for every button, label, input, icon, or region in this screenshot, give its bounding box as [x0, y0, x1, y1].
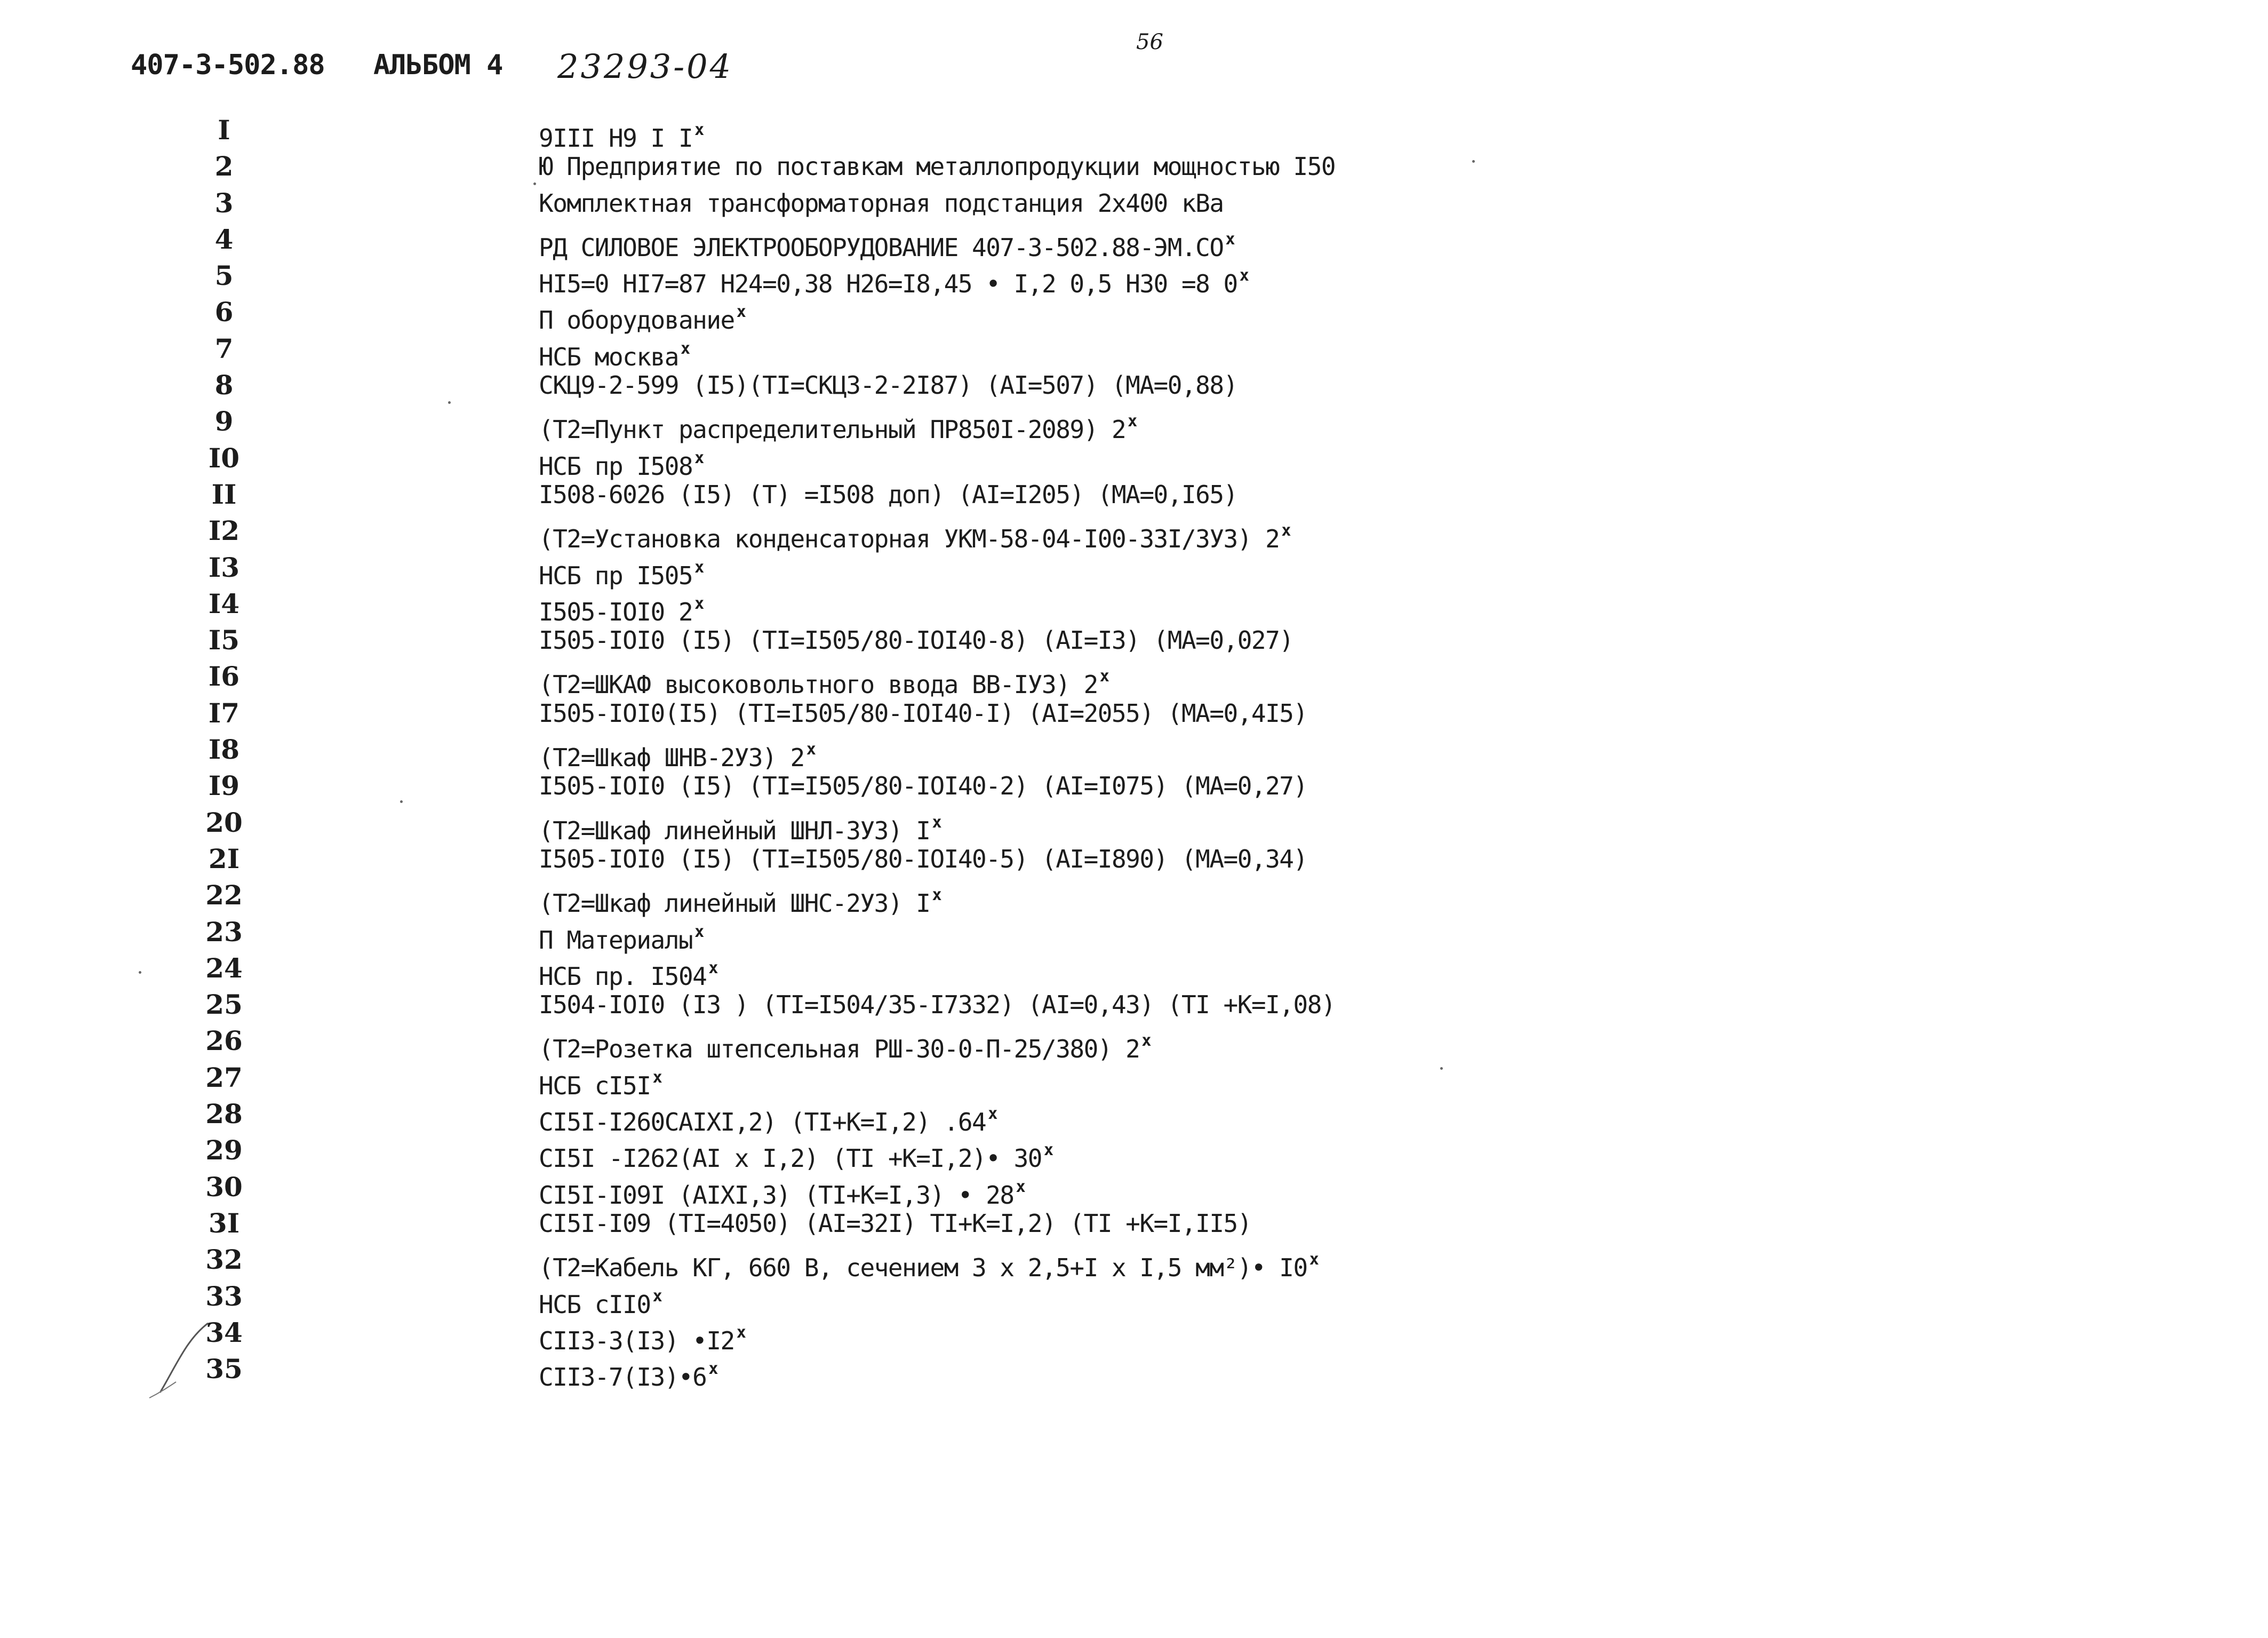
scan-speck: [533, 182, 536, 185]
line-text: СКЦ9-2-599 (І5)(ТІ=СКЦ3-2-2І87) (АІ=507) (МА=0,88): [539, 371, 1237, 400]
album-label: АЛЬБОМ 4: [373, 49, 503, 81]
line-text: РД СИЛОВОЕ ЭЛЕКТРООБОРУДОВАНИЕ 407-3-502.88-ЭМ.СО: [539, 233, 1224, 262]
document-code: 407-3-502.88: [131, 49, 325, 81]
line-text: (Т2=Кабель КГ, 660 В, сечением 3 х 2,5+І х І,5 мм²)• І0: [539, 1253, 1307, 1283]
line-text: (Т2=ШКАФ высоковольтного ввода ВВ-ІУ3) 2: [539, 670, 1098, 699]
line-end-mark: x: [1225, 229, 1235, 249]
line-number: I: [218, 114, 230, 146]
line-text: (Т2=Шкаф ШНВ-2У3) 2: [539, 743, 804, 773]
handwritten-number: 23293-04: [557, 47, 733, 86]
document-line: [539, 1315, 1499, 1355]
line-end-mark: x: [680, 339, 690, 358]
scan-speck: [139, 971, 141, 974]
line-number: І5: [208, 624, 240, 656]
document-line: [539, 1023, 1499, 1064]
line-text: НСБ пр. І504: [539, 961, 707, 991]
line-number: 32: [205, 1244, 243, 1276]
line-text: 9ІІІ Н9 І І: [539, 124, 693, 153]
line-text: СІ5І-І09 (ТІ=4050) (АІ=32І) ТІ+К=І,2) (ТІ +К=І,ІІ5): [539, 1208, 1251, 1238]
line-number: І6: [208, 661, 240, 693]
line-text: СІ5І -І262(АІ х І,2) (ТІ +К=І,2)• 30: [539, 1144, 1042, 1173]
line-end-mark: x: [1016, 1177, 1025, 1196]
scan-speck: [400, 800, 403, 803]
line-text: НСБ пр І508: [539, 451, 693, 481]
line-end-mark: x: [708, 1359, 717, 1379]
line-end-mark: x: [1141, 1031, 1151, 1051]
scan-speck: [448, 401, 451, 404]
document-line: [539, 950, 1499, 991]
line-number: 20: [205, 806, 243, 838]
line-number: 35: [205, 1353, 243, 1385]
document-line: [539, 1169, 1499, 1210]
line-text: СІІ3-7(І3)•6: [539, 1363, 707, 1392]
line-number: І4: [208, 587, 240, 619]
line-end-mark: x: [1099, 667, 1109, 686]
line-number: 5: [214, 260, 234, 292]
line-text: (Т2=Шкаф линейный ШНС-2У3) І: [539, 889, 930, 918]
line-number: І2: [208, 515, 240, 547]
line-number: 28: [205, 1098, 243, 1130]
document-line: [539, 731, 1499, 773]
line-number: 23: [205, 916, 243, 948]
line-end-mark: x: [1128, 412, 1137, 431]
line-number: 4: [214, 223, 234, 255]
document-line: [539, 367, 1499, 403]
line-number: 8: [214, 369, 234, 401]
document-body: [539, 112, 1499, 1392]
line-number: 33: [205, 1280, 243, 1312]
line-text: П Материалы: [539, 925, 693, 955]
document-line: [539, 1132, 1499, 1173]
line-number: 25: [205, 989, 243, 1021]
document-line: [539, 1278, 1499, 1319]
line-text: І505-ІОІ0 2: [539, 597, 693, 626]
line-end-mark: x: [708, 958, 717, 977]
line-text: І505-ІОІ0 (І5) (ТІ=І505/80-ІОІ40-5) (АІ=І890) (МА=0,34): [539, 844, 1307, 873]
document-line: [539, 841, 1499, 877]
line-end-mark: x: [1309, 1250, 1319, 1269]
line-text: СІ5І-І260САІХІ,2) (ТІ+К=І,2) .64: [539, 1108, 986, 1137]
line-text: НСБ сІ5І: [539, 1071, 651, 1100]
line-text: НІ5=0 НІ7=87 Н24=0,38 Н26=І8,45 • І,2 0,5 Н30 =8 0: [539, 269, 1237, 299]
document-line: [539, 403, 1499, 444]
line-end-mark: x: [806, 740, 816, 759]
line-number: 24: [205, 952, 243, 984]
document-line: [539, 768, 1499, 804]
line-end-mark: x: [988, 1104, 997, 1124]
line-number: І9: [208, 770, 240, 802]
line-text: СІ5І-І09І (АІХІ,3) (ТІ+К=І,3) • 28: [539, 1180, 1014, 1210]
line-text: НСБ москва: [539, 342, 678, 371]
line-number: 2І: [208, 842, 240, 874]
scan-speck: [1440, 1067, 1443, 1070]
document-line: [539, 476, 1499, 513]
line-end-mark: x: [694, 448, 704, 467]
line-number: 22: [205, 879, 243, 911]
line-number: 7: [214, 332, 234, 364]
document-line: [539, 258, 1499, 299]
line-end-mark: x: [694, 558, 704, 577]
document-line: [539, 112, 1499, 153]
line-number: 2: [214, 150, 234, 182]
line-end-mark: x: [652, 1286, 662, 1306]
line-text: НСБ пр І505: [539, 561, 693, 590]
document-line: [539, 185, 1499, 221]
document-line: [539, 877, 1499, 918]
line-end-mark: x: [1044, 1141, 1053, 1160]
line-text: І505-ІОІ0 (І5) (ТІ=І505/80-ІОІ40-2) (АІ=І075) (МА=0,27): [539, 772, 1307, 801]
line-end-mark: x: [932, 813, 941, 832]
document-line: [539, 914, 1499, 955]
line-number: 3І: [208, 1207, 240, 1239]
document-line: [539, 513, 1499, 554]
line-end-mark: x: [932, 886, 941, 905]
line-number: 30: [205, 1171, 243, 1203]
line-text: І505-ІОІ0(І5) (ТІ=І505/80-ІОІ40-І) (АІ=2055) (МА=0,4І5): [539, 698, 1307, 728]
line-text: (Т2=Установка конденсаторная УКМ-58-04-І00-33І/3У3) 2: [539, 524, 1280, 554]
line-number: ІІ: [211, 478, 237, 510]
line-text: І508-6026 (І5) (Т) =І508 доп) (АІ=І205) (МА=0,І65): [539, 480, 1237, 509]
document-line: [539, 1060, 1499, 1100]
page-number: 56: [1136, 30, 1163, 54]
line-number: 9: [214, 405, 234, 438]
line-end-mark: x: [1239, 266, 1249, 285]
line-end-mark: x: [736, 1323, 746, 1342]
scan-speck: [1472, 160, 1475, 163]
scan-scribble: [144, 1318, 229, 1403]
line-number: І8: [208, 734, 240, 766]
document-line: [539, 1096, 1499, 1137]
line-number: 26: [205, 1025, 243, 1057]
line-end-mark: x: [1281, 521, 1290, 540]
line-number-column: [192, 112, 256, 1387]
line-number: 34: [205, 1316, 243, 1348]
document-line: [539, 658, 1499, 699]
document-line: [539, 695, 1499, 731]
line-number: 6: [214, 296, 234, 328]
line-text: (Т2=Розетка штепсельная РШ-30-0-П-25/380) 2: [539, 1035, 1140, 1064]
document-line: [539, 987, 1499, 1023]
line-number: І7: [208, 697, 240, 729]
line-text: Комплектная трансформаторная подстанция 2х400 кВа: [539, 188, 1224, 218]
document-line: [539, 1242, 1499, 1283]
line-text: НСБ сІІ0: [539, 1290, 651, 1319]
document-line: [539, 221, 1499, 262]
line-text: І504-ІОІ0 (ІЗ ) (ТІ=І504/35-І7332) (АІ=0,43) (ТІ +К=І,08): [539, 990, 1336, 1020]
line-end-mark: x: [694, 594, 704, 613]
document-line: [539, 805, 1499, 845]
line-number: 3: [214, 187, 234, 219]
document-line: [539, 1205, 1499, 1242]
document-line: [539, 148, 1499, 185]
line-end-mark: x: [652, 1068, 662, 1087]
line-end-mark: x: [736, 303, 746, 322]
line-text: (Т2=Шкаф линейный ШНЛ-3У3) І: [539, 816, 930, 845]
line-number: 27: [205, 1061, 243, 1093]
document-line: [539, 294, 1499, 335]
line-text: (Т2=Пункт распределительный ПР850І-2089) 2: [539, 415, 1126, 444]
line-text: П оборудование: [539, 306, 734, 335]
document-line: [539, 331, 1499, 371]
line-text: Ю Предприятие по поставкам металлопродукции мощностью І50: [539, 152, 1336, 181]
document-line: [539, 550, 1499, 590]
line-number: І0: [208, 442, 240, 474]
line-number: 29: [205, 1134, 243, 1166]
document-line: [539, 622, 1499, 658]
line-text: СІІ3-3(І3) •І2: [539, 1326, 734, 1355]
document-line: [539, 440, 1499, 481]
line-number: І3: [208, 551, 240, 583]
line-text: І505-ІОІ0 (І5) (ТІ=І505/80-ІОІ40-8) (АІ=ІЗ) (МА=0,027): [539, 626, 1293, 655]
document-line: [539, 586, 1499, 626]
line-end-mark: x: [694, 922, 704, 941]
line-end-mark: x: [694, 121, 704, 139]
document-line: [539, 1351, 1499, 1392]
